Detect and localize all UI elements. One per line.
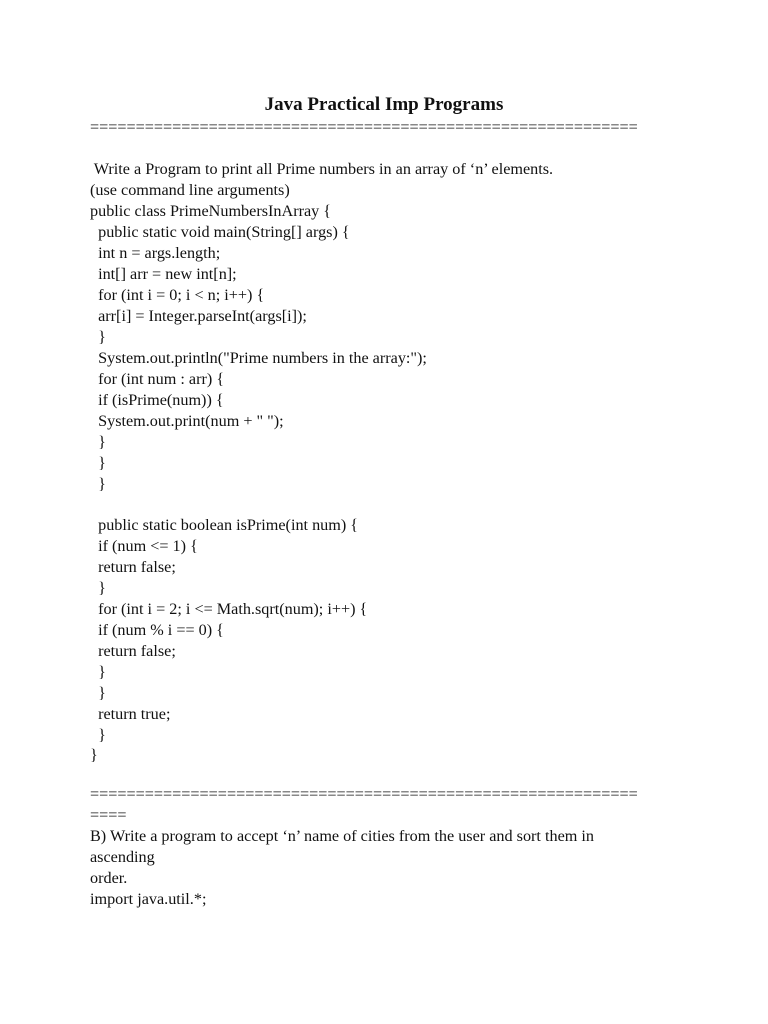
code-line: public class PrimeNumbersInArray { [90, 202, 332, 220]
separator-line: ============================================================ [90, 118, 638, 136]
separator-line: ==== [90, 806, 127, 824]
code-line: } [90, 663, 106, 681]
question-text: order. [90, 869, 128, 887]
code-line: } [90, 579, 106, 597]
code-line: int n = args.length; [90, 244, 221, 262]
code-line: } [90, 684, 106, 702]
code-line: } [90, 746, 98, 764]
code-line: System.out.println("Prime numbers in the array:"); [90, 349, 427, 367]
question-text: B) Write a program to accept ‘n’ name of cities from the user and sort them in [90, 827, 594, 845]
code-line: if (num <= 1) { [90, 537, 198, 555]
code-line: } [90, 454, 106, 472]
code-line: } [90, 328, 106, 346]
code-line: return false; [90, 558, 176, 576]
code-line: System.out.print(num + " "); [90, 412, 284, 430]
code-line: return true; [90, 705, 171, 723]
document-title: Java Practical Imp Programs [264, 94, 504, 115]
code-line: for (int i = 0; i < n; i++) { [90, 286, 265, 304]
code-line: for (int num : arr) { [90, 370, 225, 388]
code-line: if (isPrime(num)) { [90, 391, 224, 409]
code-line: public static boolean isPrime(int num) { [90, 516, 359, 534]
code-line: return false; [90, 642, 176, 660]
code-line: } [90, 726, 106, 744]
question-text: ascending [90, 848, 155, 866]
code-line: if (num % i == 0) { [90, 621, 224, 639]
code-line: for (int i = 2; i <= Math.sqrt(num); i++) { [90, 600, 368, 618]
code-line: import java.util.*; [90, 890, 207, 908]
question-note: (use command line arguments) [90, 181, 290, 199]
code-line: public static void main(String[] args) { [90, 223, 350, 241]
code-line: } [90, 475, 106, 493]
code-line: } [90, 433, 106, 451]
code-line: arr[i] = Integer.parseInt(args[i]); [90, 307, 307, 325]
code-line: int[] arr = new int[n]; [90, 265, 237, 283]
question-text: Write a Program to print all Prime numbers in an array of ‘n’ elements. [90, 160, 554, 178]
separator-line: ============================================================ [90, 785, 638, 803]
